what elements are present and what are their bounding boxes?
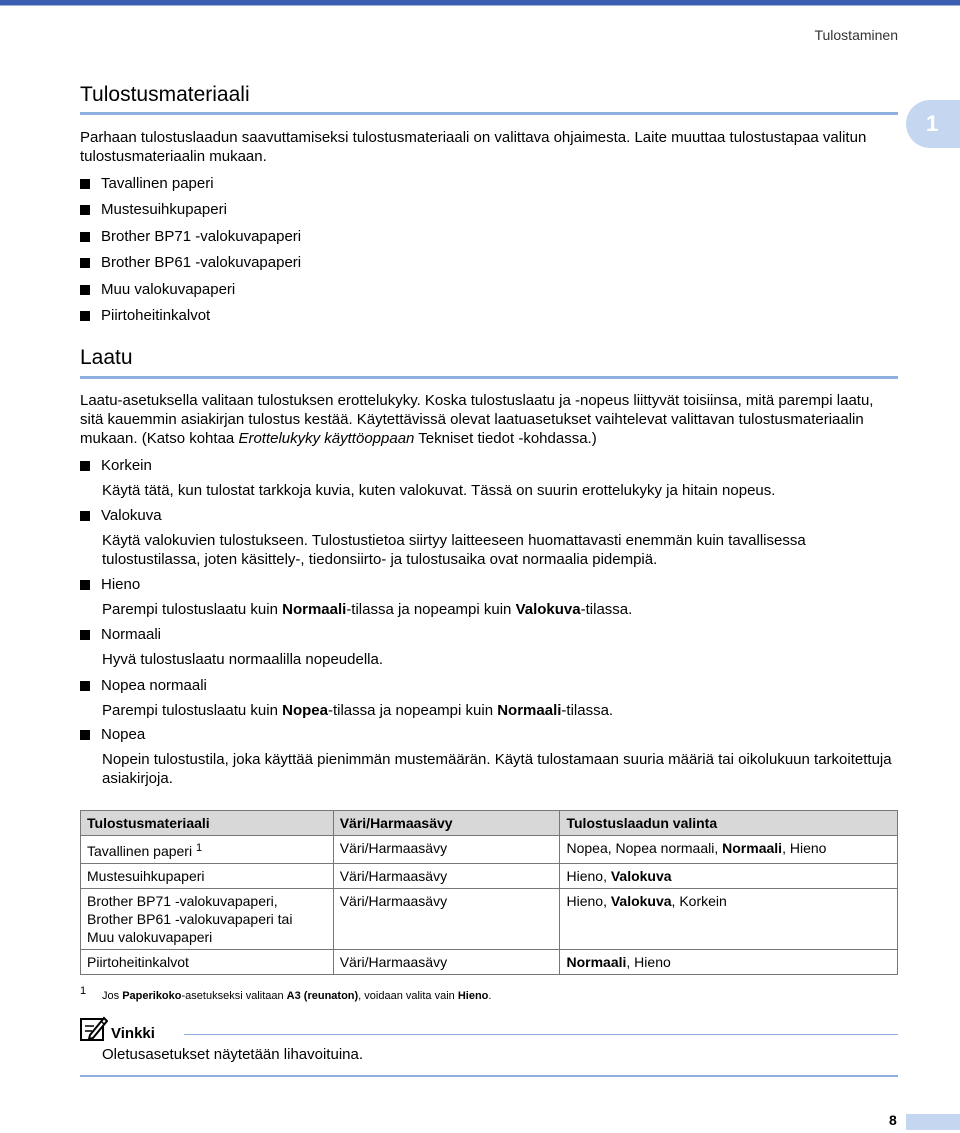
mode-description: Käytä valokuvien tulostukseen. Tulostustietoa siirtyy laitteeseen huomattavasti enemmän kuin tavallisessa tulostustilassa, joten käsittely-, tiedonsiirto- ja tulostusaika ovat normaalia pidempiä. [102, 532, 806, 568]
footnote-text: Jos Paperikoko-asetukseksi valitaan A3 (reunaton), voidaan valita vain Hieno. [102, 990, 492, 1002]
note-heading [80, 1016, 155, 1042]
table-cell: Mustesuihkupaperi [81, 864, 334, 889]
column-header: Tulostuslaadun valinta [560, 811, 898, 836]
mode-description: Käytä tätä, kun tulostat tarkkoja kuvia, kuten valokuvat. Tässä on suurin erottelukyky ja hitain nopeus. [102, 482, 776, 499]
bullet-square-icon [80, 461, 90, 471]
table-cell: Väri/Harmaasävy [333, 836, 560, 864]
table-cell: Hieno, Valokuva, Korkein [560, 889, 898, 950]
table-row [81, 836, 898, 864]
bullet-square-icon [80, 730, 90, 740]
list-item: Piirtoheitinkalvot [80, 306, 210, 325]
running-header: Tulostaminen [814, 27, 898, 43]
mode-description: Nopein tulostustila, joka käyttää pienimmän mustemäärän. Käytä tulostamaan suuria määriä tai oikolukuun tarkoitettuja asiakirjoja. [102, 751, 892, 787]
table-cell: Nopea, Nopea normaali, Normaali, Hieno [560, 836, 898, 864]
bullet-square-icon [80, 630, 90, 640]
top-rule [0, 0, 960, 5]
note-rule [184, 1034, 898, 1035]
table-header-row [81, 811, 898, 836]
table-cell: Väri/Harmaasävy [333, 889, 560, 950]
table-cell: Väri/Harmaasävy [333, 864, 560, 889]
table-cell: Väri/Harmaasävy [333, 950, 560, 975]
table-row [81, 864, 898, 889]
bullet-square-icon [80, 285, 90, 295]
table-cell: Normaali, Hieno [560, 950, 898, 975]
footnote-number: 1 [80, 985, 87, 997]
section2-intro: Laatu-asetuksella valitaan tulostuksen erottelukyky. Koska tulostuslaatu ja -nopeus liittyvät toisiinsa, mitä parempi laatu, sitä kauemmin asiakirjan tulostus kestää. Käytettävissä olevat laatuasetukset vaihtelevat valittavan tulostusmateriaalin mukaan. (Katso kohtaa Erottelukyky käyttöoppaan Tekniset tiedot -kohdassa.) [80, 392, 874, 447]
footnote-ref: 1 [195, 842, 203, 854]
bullet-square-icon [80, 232, 90, 242]
list-item: Mustesuihkupaperi [80, 200, 227, 219]
list-item: Brother BP71 -valokuvapaperi [80, 227, 301, 246]
note-rule [80, 1075, 898, 1077]
column-header: Tulostusmateriaali [81, 811, 334, 836]
table-cell: Hieno, Valokuva [560, 864, 898, 889]
chapter-tab [906, 100, 960, 148]
pencil-note-icon [80, 1016, 108, 1042]
table-cell: Piirtoheitinkalvot [81, 950, 334, 975]
chapter-number: 1 [926, 111, 939, 136]
note-text: Oletusasetukset näytetään lihavoituina. [102, 1046, 363, 1063]
quality-table [80, 810, 898, 975]
section-rule [80, 376, 898, 379]
note-label: Vinkki [111, 1025, 155, 1042]
quality-mode-korkein: Korkein [80, 456, 152, 475]
section1-intro: Parhaan tulostuslaadun saavuttamiseksi tulostusmateriaali on valittava ohjaimesta. Laite muuttaa tulostustapaa valitun tulostusmateriaalin mukaan. [80, 129, 867, 165]
quality-mode-nopea: Nopea [80, 725, 145, 744]
bullet-square-icon [80, 179, 90, 189]
quality-mode-normaali: Normaali [80, 625, 161, 644]
table-cell: Tavallinen paperi $^1$ [81, 836, 334, 864]
table-row [81, 950, 898, 975]
list-item: Muu valokuvapaperi [80, 280, 235, 299]
manual-reference: Erottelukyky käyttöoppaan [238, 430, 415, 447]
section-title-tulostusmateriaali: Tulostusmateriaali [80, 83, 250, 106]
bullet-square-icon [80, 580, 90, 590]
column-header: Väri/Harmaasävy [333, 811, 560, 836]
section-rule [80, 112, 898, 115]
quality-mode-nopea-normaali: Nopea normaali [80, 676, 207, 695]
mode-description: Parempi tulostuslaatu kuin Nopea-tilassa ja nopeampi kuin Normaali-tilassa. [102, 702, 614, 719]
bullet-square-icon [80, 681, 90, 691]
mode-description: Hyvä tulostuslaatu normaalilla nopeudella. [102, 651, 384, 668]
list-item: Tavallinen paperi [80, 174, 214, 193]
page-number-tab [906, 1114, 960, 1130]
bullet-square-icon [80, 511, 90, 521]
quality-mode-valokuva: Valokuva [80, 506, 162, 525]
bullet-square-icon [80, 311, 90, 321]
page-number: 8 [889, 1112, 897, 1128]
table-cell: Brother BP71 -valokuvapaperi, Brother BP61 -valokuvapaperi tai Muu valokuvapaperi [81, 889, 334, 950]
table-row [81, 889, 898, 950]
mode-description: Parempi tulostuslaatu kuin Normaali-tilassa ja nopeampi kuin Valokuva-tilassa. [102, 601, 633, 618]
bullet-square-icon [80, 258, 90, 268]
section-title-laatu: Laatu [80, 346, 133, 369]
list-item: Brother BP61 -valokuvapaperi [80, 253, 301, 272]
quality-mode-hieno: Hieno [80, 575, 140, 594]
bullet-square-icon [80, 205, 90, 215]
